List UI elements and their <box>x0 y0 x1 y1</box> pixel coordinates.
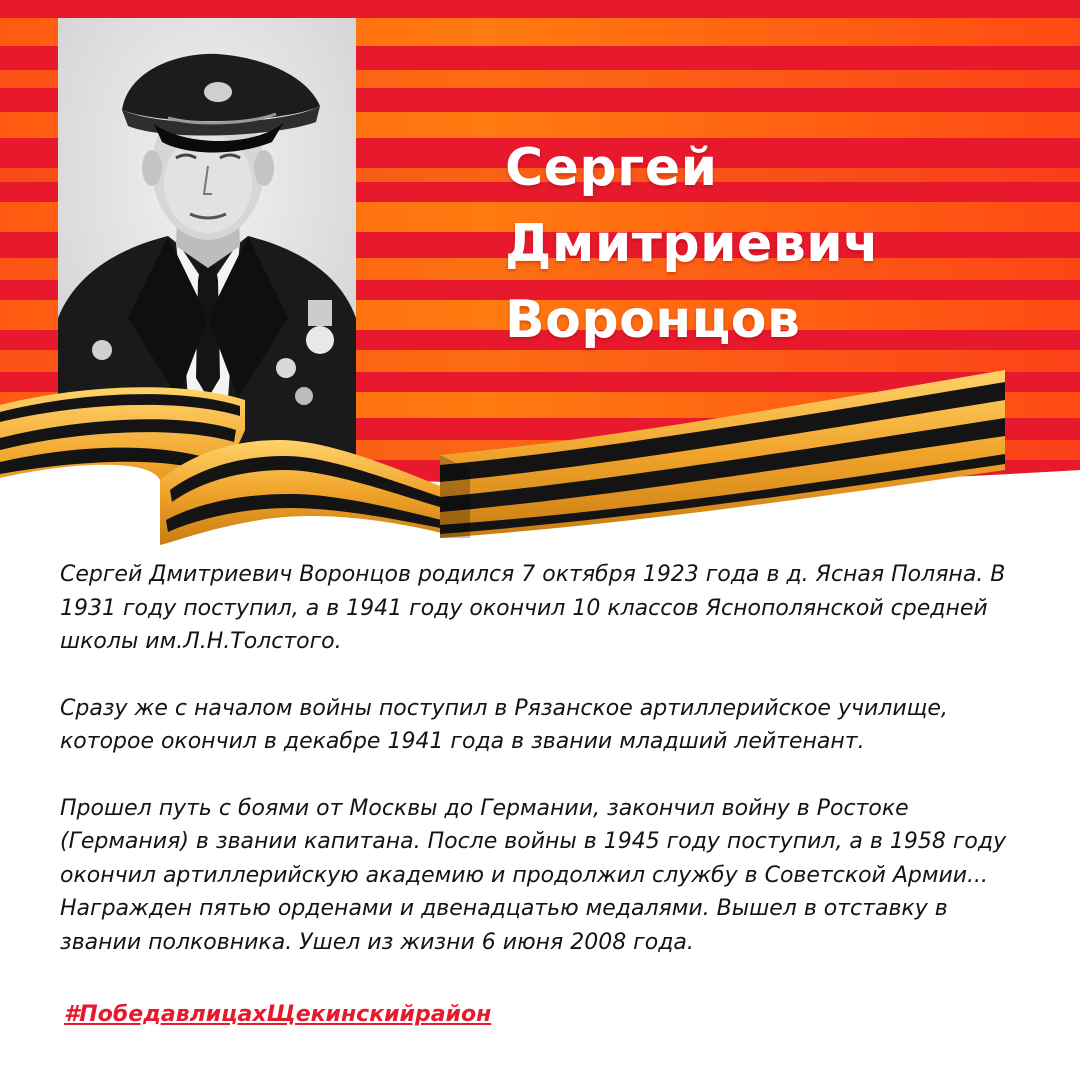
bio-paragraph: Прошел путь с боями от Москвы до Германии, закончил войну в Ростоке (Германия) в звании капитана. После войны в 1945 году поступил, а в 1958 году окончил артиллерийскую академию и продолжил службу в Советской Армии... Награжден пятью орденами и двенадцатью медалями. Вышел в отставку в звании полковника. Ушел из жизни 6 июня 2008 года. <box>60 795 1007 955</box>
st-george-ribbon-icon <box>0 360 1080 550</box>
name-patronymic: Дмитриевич <box>505 214 880 274</box>
name-last: Воронцов <box>505 290 801 350</box>
name-first: Сергей <box>505 138 718 198</box>
bio-paragraph: Сергей Дмитриевич Воронцов родился 7 октября 1923 года в д. Ясная Поляна. В 1931 году поступил, а в 1941 году окончил 10 классов Яснополянской средней школы им.Л.Н.Толстого. <box>60 562 1006 654</box>
bio-paragraph: Сразу же с началом войны поступил в Рязанское артиллерийское училище, которое окончил в декабре 1941 года в звании младший лейтенант. <box>60 695 948 754</box>
hashtag-link[interactable]: #ПобедавлицахЩекинскийрайон <box>64 1002 492 1027</box>
biography <box>60 558 1035 992</box>
hero-name <box>505 130 879 358</box>
